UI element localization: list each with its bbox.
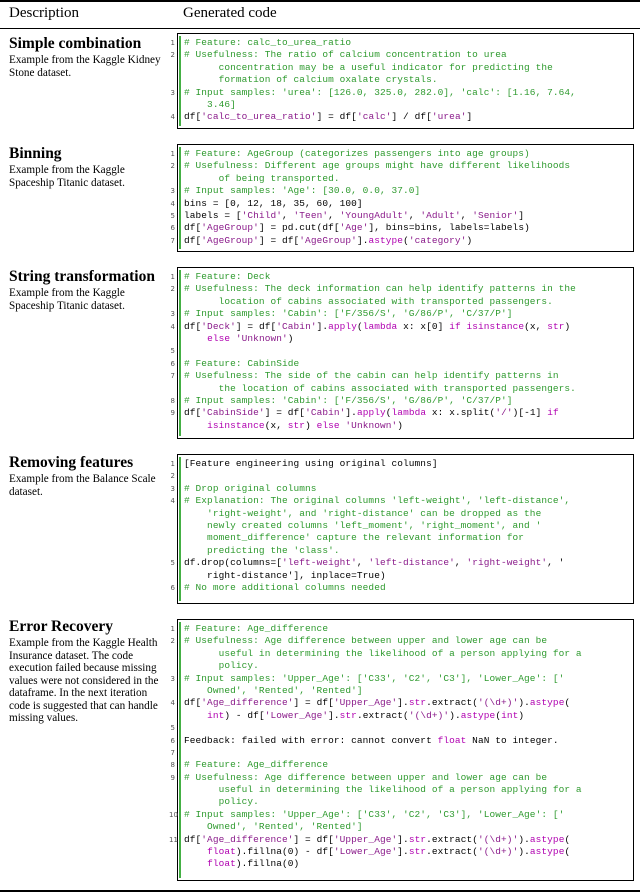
- line-number: 6: [170, 583, 175, 592]
- code-text: predicting the 'class'.: [184, 544, 340, 556]
- code-line: [170, 283, 633, 295]
- code-line: [170, 557, 633, 569]
- line-number: 4: [170, 199, 175, 208]
- code-text: df['CabinSide'] = df['Cabin'].apply(lambda x: x.split('/')[-1] if: [184, 407, 559, 419]
- code-line: [178, 99, 633, 111]
- line-number: 5: [170, 211, 175, 220]
- code-text: df['calc_to_urea_ratio'] = df['calc'] / df['urea']: [184, 111, 473, 123]
- row-title: Binning: [9, 145, 62, 162]
- code-lines: [169, 623, 633, 871]
- code-line: [178, 333, 633, 345]
- code-line: [170, 222, 633, 234]
- code-line: [178, 710, 633, 722]
- line-number: 10: [169, 810, 178, 819]
- code-box: [170, 267, 634, 439]
- code-text: df['Deck'] = df['Cabin'].apply(lambda x: x[0] if isinstance(x, str): [184, 320, 571, 332]
- line-number: 6: [170, 359, 175, 368]
- code-line: [170, 394, 633, 407]
- row-title: Simple combination: [9, 35, 142, 52]
- code-line: [178, 660, 633, 672]
- line-number: 2: [170, 285, 175, 294]
- code-lines: [170, 148, 633, 247]
- line-number: 3: [170, 88, 175, 97]
- line-number: 1: [170, 150, 175, 158]
- code-line: [178, 173, 633, 185]
- code-text: of being transported.: [184, 172, 340, 184]
- code-line: [178, 545, 633, 557]
- code-text: Feedback: failed with error: cannot convert float NaN to integer.: [184, 734, 559, 746]
- row-title: String transformation: [9, 268, 155, 285]
- code-line: [170, 185, 633, 197]
- code-line: [170, 357, 633, 370]
- code-text: policy.: [184, 796, 259, 808]
- code-text: # No more additional columns needed: [184, 581, 386, 593]
- code-lines: [170, 271, 633, 432]
- code-text: isinstance(x, str) else 'Unknown'): [207, 419, 404, 431]
- code-text: # Feature: Deck: [184, 271, 271, 282]
- line-number: 1: [170, 460, 175, 468]
- code-line: [178, 296, 633, 308]
- code-text: float).fillna(0) - df['Lower_Age'].str.extract('(\d+)').astype(: [207, 846, 571, 858]
- code-line: [170, 49, 633, 61]
- row-text: Example from the Kaggle Spaceship Titanic dataset.: [9, 164, 125, 189]
- code-text: df['AgeGroup'] = pd.cut(df['Age'], bins=bins, labels=labels): [184, 222, 530, 234]
- line-number: 3: [170, 484, 175, 493]
- row-description: [9, 618, 171, 725]
- line-number: 9: [170, 409, 175, 418]
- code-text: int) - df['Lower_Age'].str.extract('(\d+)').astype(int): [207, 709, 525, 721]
- code-line: [170, 635, 633, 647]
- code-line: [178, 74, 633, 86]
- line-number: 3: [170, 674, 175, 683]
- code-line: [170, 470, 633, 482]
- line-number: 2: [170, 51, 175, 60]
- line-number: 4: [170, 113, 175, 122]
- line-number: 6: [170, 736, 175, 745]
- code-text: # Feature: AgeGroup (categorizes passengers into age groups): [184, 148, 530, 159]
- code-text: policy.: [184, 660, 259, 672]
- code-lines: [170, 458, 633, 594]
- code-text: # Input samples: 'Age': [30.0, 0.0, 37.0]: [184, 185, 421, 197]
- line-number: 4: [170, 699, 175, 708]
- top-rule: [0, 0, 640, 2]
- line-number: 5: [170, 347, 175, 356]
- line-number: 3: [170, 187, 175, 196]
- code-text: # Feature: Age_difference: [184, 759, 329, 771]
- code-line: [178, 532, 633, 544]
- line-number: 5: [170, 559, 175, 568]
- code-text: # Feature: CabinSide: [184, 357, 300, 369]
- code-text: 3.46]: [184, 98, 236, 110]
- code-line: [170, 345, 633, 357]
- code-line: [169, 833, 633, 846]
- code-line: [178, 796, 633, 808]
- code-line: [178, 420, 633, 432]
- code-line: [178, 383, 633, 395]
- line-number: 9: [170, 773, 175, 782]
- code-text: df['AgeGroup'] = df['AgeGroup'].astype('category'): [184, 234, 473, 246]
- row-title: Removing features: [9, 454, 134, 471]
- code-line: [170, 271, 633, 283]
- row-description: [9, 268, 171, 312]
- code-text: labels = ['Child', 'Teen', 'YoungAdult', 'Adult', 'Senior']: [184, 209, 525, 221]
- line-number: 7: [170, 236, 175, 245]
- code-line: [170, 458, 633, 470]
- code-line: [170, 197, 633, 210]
- line-number: 2: [170, 162, 175, 171]
- code-gutter-bar: [179, 457, 181, 601]
- code-text: formation of calcium oxalate crystals.: [184, 74, 438, 86]
- code-line: [170, 86, 633, 99]
- code-line: [170, 722, 633, 734]
- code-text: # Feature: Age_difference: [184, 623, 329, 634]
- row-description: [9, 35, 171, 79]
- line-number: 2: [170, 637, 175, 646]
- bottom-rule: [0, 890, 640, 892]
- code-text: # Input samples: 'Upper_Age': ['C33', 'C2', 'C3'], 'Lower_Age': [': [184, 672, 565, 684]
- code-gutter-bar: [179, 270, 181, 436]
- code-text: df.drop(columns=['left-weight', 'left-distance', 'right-weight', ': [184, 557, 565, 569]
- header-generated-code: Generated code: [183, 5, 277, 21]
- code-line: [170, 623, 633, 635]
- code-text: # Input samples: 'Cabin': ['F/356/S', 'G/86/P', 'C/37/P']: [184, 308, 513, 320]
- code-text: float).fillna(0): [207, 858, 300, 870]
- code-line: [170, 581, 633, 594]
- line-number: 4: [170, 322, 175, 331]
- row-title: Error Recovery: [9, 618, 114, 635]
- code-text: the location of cabins associated with transported passengers.: [184, 382, 576, 394]
- header-description: Description: [9, 5, 79, 21]
- header-rule: [0, 28, 640, 29]
- code-text: # Explanation: The original columns 'left-weight', 'left-distance',: [184, 495, 571, 507]
- code-gutter-bar: [179, 147, 181, 249]
- code-line: [170, 148, 633, 160]
- line-number: 3: [170, 310, 175, 319]
- code-box: [169, 619, 634, 881]
- code-text: else 'Unknown'): [207, 332, 294, 344]
- code-lines: [170, 37, 633, 124]
- line-number: 8: [170, 396, 175, 405]
- code-line: [170, 672, 633, 685]
- row-description: [9, 454, 171, 498]
- code-text: Owned', 'Rented', 'Rented']: [184, 684, 363, 696]
- code-line: [178, 508, 633, 520]
- code-text: # Input samples: 'urea': [126.0, 325.0, 282.0], 'calc': [1.16, 7.64,: [184, 86, 576, 98]
- code-box: [170, 144, 634, 252]
- line-number: 2: [170, 472, 175, 481]
- code-text: # Input samples: 'Upper_Age': ['C33', 'C2', 'C3'], 'Lower_Age': [': [184, 808, 565, 820]
- line-number: 1: [170, 273, 175, 281]
- code-line: [178, 821, 633, 833]
- code-text: df['Age_difference'] = df['Upper_Age'].str.extract('(\d+)').astype(: [184, 697, 571, 709]
- code-gutter-bar: [179, 36, 181, 126]
- code-line: [178, 846, 633, 858]
- code-line: [178, 858, 633, 870]
- row-text: Example from the Kaggle Kidney Stone dataset.: [9, 54, 161, 79]
- code-text: useful in determining the likelihood of a person applying for a: [184, 784, 582, 796]
- code-line: [169, 808, 633, 821]
- row-text: Example from the Kaggle Spaceship Titanic dataset.: [9, 287, 125, 312]
- code-text: # Drop original columns: [184, 482, 317, 494]
- code-text: newly created columns 'left_moment', 'right_moment', and ': [184, 519, 542, 531]
- code-line: [170, 308, 633, 320]
- line-number: 7: [170, 748, 175, 757]
- code-line: [178, 570, 633, 582]
- code-line: [170, 37, 633, 49]
- code-line: [170, 370, 633, 382]
- code-gutter-bar: [179, 622, 181, 878]
- code-line: [170, 759, 633, 771]
- code-line: [178, 520, 633, 532]
- line-number: 6: [170, 224, 175, 233]
- code-text: concentration may be a useful indicator for predicting the: [184, 61, 553, 73]
- line-number: 1: [170, 625, 175, 633]
- line-number: 11: [169, 835, 178, 844]
- code-line: [170, 495, 633, 507]
- code-text: location of cabins associated with transported passengers.: [184, 295, 553, 307]
- line-number: 4: [170, 497, 175, 506]
- code-line: [178, 62, 633, 74]
- line-number: 8: [170, 761, 175, 770]
- row-text: Example from the Kaggle Health Insurance dataset. The code execution failed because missing values were not considered in the dataframe. In the next iteration code is suggested that can handle missing values.: [9, 637, 159, 724]
- code-text: Owned', 'Rented', 'Rented']: [184, 821, 363, 833]
- row-description: [9, 145, 171, 189]
- code-line: [170, 234, 633, 247]
- code-line: [170, 482, 633, 495]
- line-number: 1: [170, 39, 175, 47]
- code-box: [170, 33, 634, 129]
- code-line: [170, 771, 633, 784]
- code-line: [170, 320, 633, 333]
- code-text: # Usefulness: The ratio of calcium concentration to urea: [184, 49, 507, 61]
- code-text: bins = [0, 12, 18, 35, 60, 100]: [184, 197, 363, 209]
- code-text: moment_difference' capture the relevant information for: [184, 532, 525, 544]
- code-text: 'right-weight', and 'right-distance' can be dropped as the: [184, 507, 542, 519]
- code-text: # Usefulness: The side of the cabin can help identify patterns in: [184, 370, 559, 382]
- code-line: [170, 111, 633, 123]
- code-text: # Usefulness: Age difference between upper and lower age can be: [184, 635, 548, 647]
- code-line: [170, 160, 633, 172]
- line-number: 7: [170, 372, 175, 381]
- code-line: [178, 685, 633, 697]
- code-line: [170, 734, 633, 747]
- code-line: [178, 784, 633, 796]
- code-text: # Feature: calc_to_urea_ratio: [184, 37, 352, 48]
- code-text: right-distance'], inplace=True): [184, 569, 386, 581]
- code-line: [178, 648, 633, 660]
- code-text: # Usefulness: Age difference between upper and lower age can be: [184, 771, 548, 783]
- code-text: # Usefulness: The deck information can help identify patterns in the: [184, 283, 576, 295]
- code-box: [170, 454, 634, 604]
- row-text: Example from the Balance Scale dataset.: [9, 473, 156, 498]
- code-line: [170, 747, 633, 759]
- code-text: # Usefulness: Different age groups might have different likelihoods: [184, 160, 571, 172]
- code-line: [170, 209, 633, 222]
- line-number: 5: [170, 724, 175, 733]
- code-text: # Input samples: 'Cabin': ['F/356/S', 'G/86/P', 'C/37/P']: [184, 394, 513, 406]
- code-text: [Feature engineering using original columns]: [184, 458, 438, 469]
- code-line: [170, 407, 633, 419]
- code-text: useful in determining the likelihood of a person applying for a: [184, 647, 582, 659]
- code-line: [170, 697, 633, 709]
- code-text: df['Age_difference'] = df['Upper_Age'].str.extract('(\d+)').astype(: [184, 833, 571, 845]
